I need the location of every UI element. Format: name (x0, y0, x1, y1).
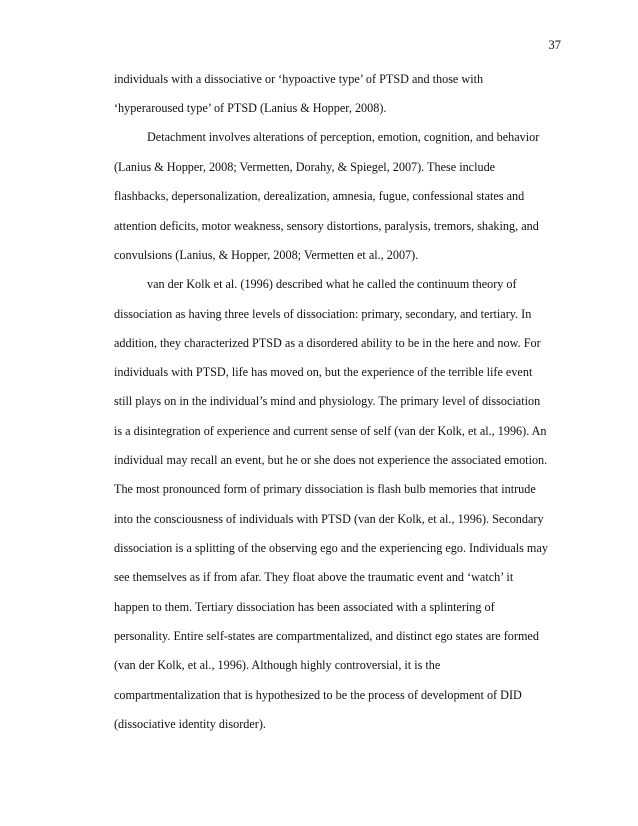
text-line: individuals with PTSD, life has moved on, but the experience of the terrible life event (114, 365, 533, 379)
text-line: (van der Kolk, et al., 1996). Although highly controversial, it is the (114, 658, 441, 672)
text-line: (Lanius & Hopper, 2008; Vermetten, Dorahy, & Spiegel, 2007). These include (114, 160, 496, 174)
text-line: flashbacks, depersonalization, derealization, amnesia, fugue, confessional states and (114, 189, 525, 203)
text-line: individual may recall an event, but he or she does not experience the associated emotion. (114, 453, 548, 467)
text-line: dissociation is a splitting of the observing ego and the experiencing ego. Individuals may (114, 541, 548, 555)
text-line: The most pronounced form of primary dissociation is flash bulb memories that intrude (114, 482, 536, 496)
text-line: happen to them. Tertiary dissociation has been associated with a splintering of (114, 600, 495, 614)
text-line: personality. Entire self-states are compartmentalized, and distinct ego states are formed (114, 629, 539, 643)
text-line: is a disintegration of experience and current sense of self (van der Kolk, et al., 1996). An (114, 424, 547, 438)
text-line: into the consciousness of individuals with PTSD (van der Kolk, et al., 1996). Secondary (114, 512, 544, 526)
text-line: see themselves as if from afar. They float above the traumatic event and ‘watch’ it (114, 570, 514, 584)
paragraph-start-line: Detachment involves alterations of perception, emotion, cognition, and behavior (147, 130, 540, 144)
paragraph-start-line: van der Kolk et al. (1996) described what he called the continuum theory of (147, 277, 517, 291)
text-line: attention deficits, motor weakness, sensory distortions, paralysis, tremors, shaking, and (114, 219, 539, 233)
text-line: individuals with a dissociative or ‘hypoactive type’ of PTSD and those with (114, 72, 484, 86)
text-line: dissociation as having three levels of dissociation: primary, secondary, and tertiary. In (114, 307, 532, 321)
text-line: compartmentalization that is hypothesized to be the process of development of DID (114, 688, 522, 702)
page-number: 37 (548, 38, 561, 52)
text-line: addition, they characterized PTSD as a disordered ability to be in the here and now. For (114, 336, 541, 350)
text-line: convulsions (Lanius, & Hopper, 2008; Vermetten et al., 2007). (114, 248, 419, 262)
text-line: (dissociative identity disorder). (114, 717, 266, 731)
text-line: ‘hyperaroused type’ of PTSD (Lanius & Hopper, 2008). (114, 101, 387, 115)
text-line: still plays on in the individual’s mind and physiology. The primary level of dissociation (114, 394, 541, 408)
